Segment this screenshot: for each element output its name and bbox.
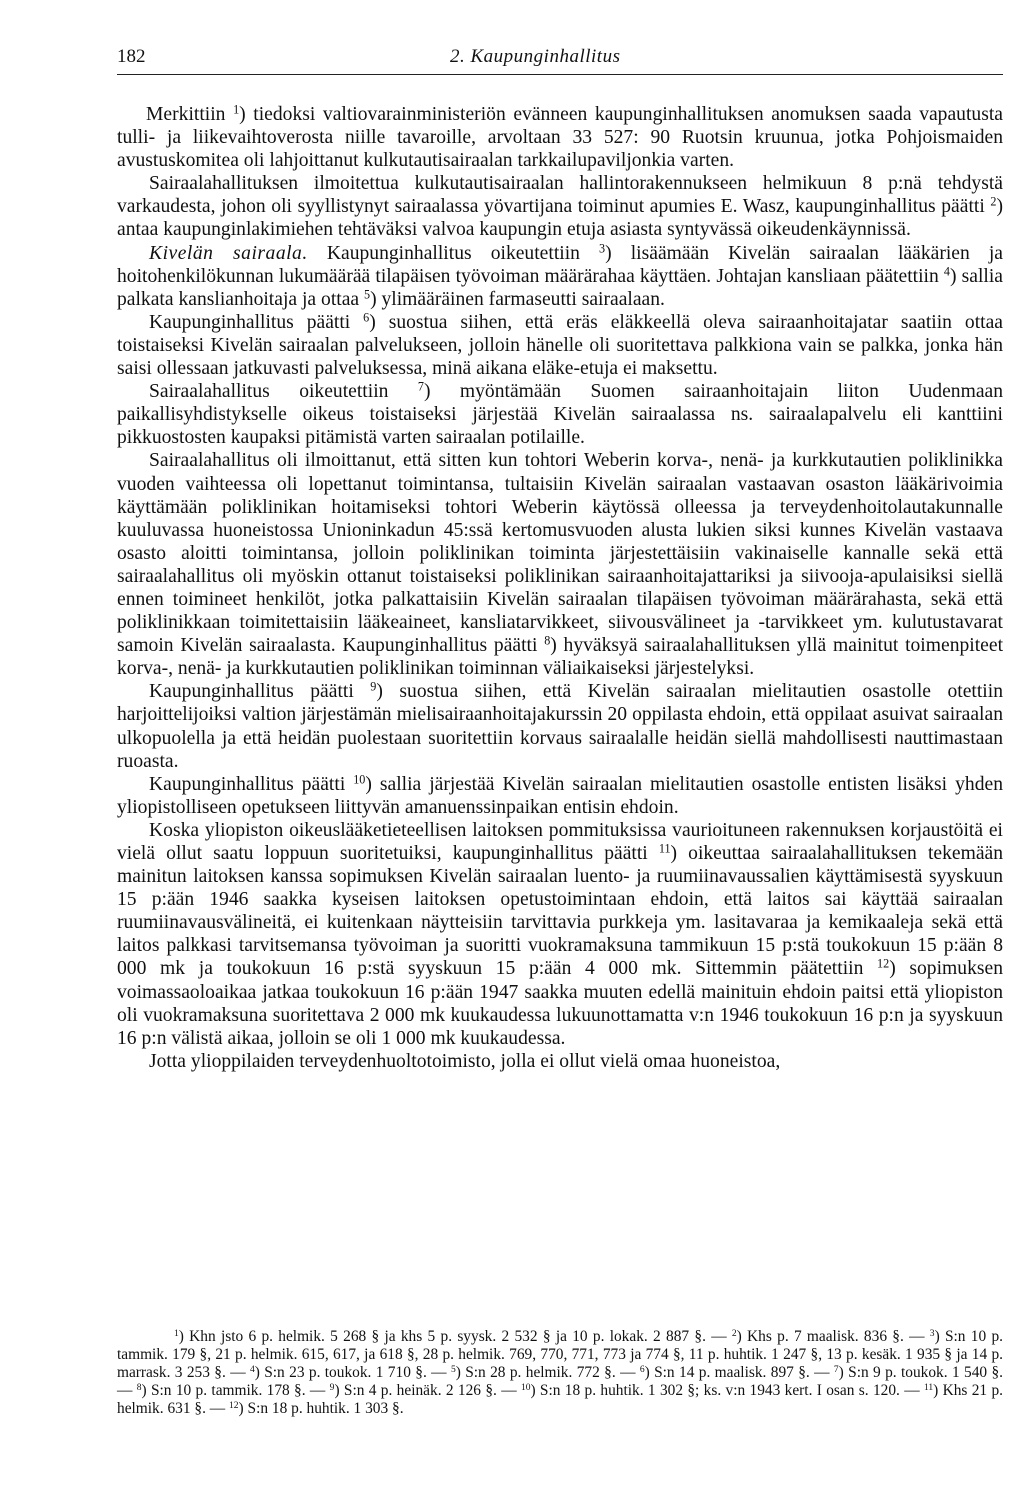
paragraph-text: Merkittiin xyxy=(146,104,234,125)
running-head: 2. Kaupunginhallitus xyxy=(450,46,621,67)
footnote-marker: 6 xyxy=(639,1363,645,1375)
section-heading: Kivelän sairaala. xyxy=(149,242,308,264)
footnote-marker: 2 xyxy=(990,194,997,209)
footnote-marker: 2 xyxy=(731,1327,737,1339)
footnote-marker: 8 xyxy=(136,1381,142,1393)
paragraph-text: ) myöntämään Suomen sairaanhoitajain liiton Uudenmaan paikallisyhdistykselle oikeus toistaiseksi järjestää Kivelän sairaalassa ns. sairaalapalvelu eli kanttiini pikkuostosten kaupaksi pitämistä varten sairaalan potilaille. xyxy=(117,381,1004,449)
body-text xyxy=(117,103,1003,1073)
paragraph-6 xyxy=(117,449,1003,680)
paragraph-5 xyxy=(117,380,1003,449)
paragraph-9 xyxy=(117,819,1003,1050)
paragraph-text: ) suostua siihen, että Kivelän sairaalan mielitautien osastolle otettiin harjoittelijoiksi valtion järjestämän mielisairaanhoitajakurssin 20 oppilasta ehdoin, että oppilaat asuivat sairaalan ulkopuolella ja että heidän puolestaan suoritettiin korvaus sairaalalle heidän siellä mahdollisesti nauttimastaan ruoasta. xyxy=(117,681,1003,772)
paragraph-text: ) ylimääräinen farmaseutti sairaalaan. xyxy=(370,288,665,310)
footnote-text: ) S:n 18 p. huhtik. 1 302 §; ks. v:n 1943 kert. I osan s. 120. — xyxy=(530,1381,924,1399)
paragraph-text: Kaupunginhallitus päätti xyxy=(149,311,364,333)
paragraph-text: ) sallia järjestää Kivelän sairaalan mielitautien osastolle entisten lisäksi yhden yliopistolliseen opetukseen liittyvän amanuenssinpaikan entisin ehdoin. xyxy=(117,773,1003,818)
paragraph-text: Sairaalahallituksen ilmoitettua kulkutautisairaalan hallintorakennukseen helmikuun 8 p:nä tehdystä varkaudesta, johon oli syyllistynyt sairaalassa yövartijana toiminut apumies E. Wasz, kaupunginhallitus päätti xyxy=(117,173,1003,218)
paragraph-text: Kaupunginhallitus päätti xyxy=(149,681,371,703)
footnote-marker: 4 xyxy=(249,1363,255,1375)
footnote-marker: 11 xyxy=(923,1381,934,1393)
footnote-marker: 5 xyxy=(450,1363,456,1375)
paragraph-3 xyxy=(117,242,1003,311)
footnote-text: ) Khs p. 7 maalisk. 836 §. — xyxy=(736,1328,930,1345)
paragraph-10 xyxy=(117,1050,1003,1073)
footnote-text: ) S:n 4 p. heinäk. 2 126 §. — xyxy=(334,1381,521,1399)
footnote-text: ) S:n 28 p. helmik. 772 §. — xyxy=(455,1363,640,1381)
footnote-text: ) S:n 10 p. tammik. 179 §, 21 p. helmik. 615, 617, ja 618 §, 28 p. helmik. 769, 770, 771, 773 ja 774 §, 11 p. huhtik. 1 247 §, 13 p. kesäk. 1 935 § ja 14 p. marrask. 3 253 §. — xyxy=(117,1328,1003,1381)
paragraph-text: ) oikeuttaa sairaalahallituksen tekemään mainitun laitoksen kanssa sopimuksen Kivelän sairaalan luento- ja ruumiinavaussalien käyttämisestä syyskuun 15 p:ään 1946 saakka kyseisen laitoksen opetustoimintaan ehdoin, että laitos sai käyttää sairaalan ruumiinavausvälineitä, ei kuitenkaan näytteisiin tarvittavia purkkeja ym. lasitavaraa ja kemikaaleja sekä että laitos palkkasi tarvitsemansa työvoiman ja suoritti vuokramaksuna tammikuun 15 p:stä toukokuun 15 p:ään 8 000 mk ja toukokuun 16 p:stä syyskuun 15 p:ään 4 000 mk. Sittemmin päätettiin xyxy=(117,843,1004,980)
paragraph-text: ) suostua siihen, että eräs eläkkeellä oleva sairaanhoitajatar saatiin ottaa toistaiseksi Kivelän sairaalan palvelukseen, jolloin hänelle oli suoritettava palkkiona vain se palkka, jonka hän saisi ollessaan jatkuvasti palveluksessa, minä aikana eläke-etuja ei maksettu. xyxy=(117,311,1003,380)
footnote-marker: 6 xyxy=(363,310,370,325)
paragraph-text: Kaupunginhallitus päätti xyxy=(149,773,354,795)
footnote-text: ) Khs 21 p. helmik. 631 §. — xyxy=(117,1381,1004,1417)
footnote-text: ) S:n 9 p. toukok. 1 540 §. — xyxy=(117,1363,1004,1399)
footnote-text: ) S:n 14 p. maalisk. 897 §. — xyxy=(644,1363,834,1381)
paragraph-text: ) tiedoksi valtiovarainministeriön evänneen kaupunginhallituksen anomuksen saada vapautusta tulli- ja liikevaihtoverosta niille tavaroille, arvoltaan 33 527: 90 Ruotsin kruunua, jotka Pohjoismaiden avustuskomitea oli lahjoittanut kulkutautisairaalan tarkkailupaviljonkia varten. xyxy=(117,104,1003,172)
footnote-text: ) S:n 10 p. tammik. 178 §. — xyxy=(141,1381,330,1399)
paragraph-text: Kaupunginhallitus oikeutettiin xyxy=(307,242,600,264)
paragraph-text: ) lisäämään Kivelän sairaalan lääkärien ja hoitohenkilökunnan lukumäärää tilapäisen työvoiman määrärahaa käyttäen. Johtajan kansliaan päätettiin xyxy=(117,242,1004,287)
paragraph-4 xyxy=(117,311,1003,380)
footnote-marker: 4 xyxy=(943,263,950,278)
footnote-marker: 1 xyxy=(233,102,240,117)
footnote-marker: 12 xyxy=(229,1399,239,1411)
footnote-marker: 11 xyxy=(658,841,671,856)
paragraph-text: Sairaalahallitus oli ilmoittanut, että sitten kun tohtori Weberin korva-, nenä- ja kurkkutautien poliklinikka vuoden vaihteessa oli lopettanut toimintansa, tultaisiin Kivelän sairaalan vastaavan osaston lääkärivoimia käyttämään poliklinikan hoitamiseksi tohtori Weberin käytössä olleessa ja terveydenhoitolautakunnalle kuuluvassa huoneistossa Unioninkadun 45:ssä kertomusvuoden alusta lukien siksi kunnes Kivelän vastaava osasto aloitti toimintansa, jolloin poliklinikan toiminta järjestettäisiin vakinaiselle kannalle sekä että sairaalahallitus oli myöskin ottanut toistaiseksi poliklinikan sairaanhoitajattariksi ja siivooja-apulaisiksi siellä ennen toimineet henkilöt, jotka palkattaisiin Kivelän sairaalan tilapäisen työvoiman määrärahasta, sekä että poliklinikkaan toimitettaisiin lääkeaineet, kansliatarvikkeet, siivousvälineet ja -tarvikkeet ym. kulutustavarat samoin Kivelän sairaalasta. Kaupunginhallitus päätti xyxy=(117,450,1003,657)
paragraph-2 xyxy=(117,172,1003,241)
footnote-block xyxy=(117,1328,1003,1418)
footnote-marker: 9 xyxy=(370,679,377,694)
paragraph-text: ) sopimuksen voimassaoloaikaa jatkaa toukokuun 16 p:ään 1947 saakka muuten edellä mainituin ehdoin paitsi että yliopiston oli vuokramaksuna suoritettava 2 000 mk kuukaudessa lukuunottamatta v:n 1946 toukokuun 16 p:n ja syyskuun 16 p:n välistä aikaa, jolloin se oli 1 000 mk kuukaudessa. xyxy=(117,958,1003,1049)
footnote-text: ) S:n 18 p. huhtik. 1 303 §. xyxy=(238,1399,404,1417)
footnote-text: ) S:n 23 p. toukok. 1 710 §. — xyxy=(254,1363,451,1381)
page-content xyxy=(117,44,1003,1073)
footnote-text: ) Khn jsto 6 p. helmik. 5 268 § ja khs 5 p. syysk. 2 532 § ja 10 p. lokak. 2 887 §. — xyxy=(178,1328,732,1345)
footnote-marker: 3 xyxy=(929,1327,935,1339)
footnote-marker: 5 xyxy=(364,287,371,302)
footnote-marker: 3 xyxy=(599,240,606,255)
paragraph-text: Koska yliopiston oikeuslääketieteellisen laitoksen pommituksissa vaurioituneen rakennuksen korjaustöitä ei vielä ollut saatu loppuun suoritetuiksi, kaupunginhallitus päätti xyxy=(117,819,1003,864)
paragraph-text: ) sallia palkata kanslianhoitaja ja ottaa xyxy=(117,265,1003,310)
page-header xyxy=(117,44,1003,75)
footnote-marker: 10 xyxy=(353,772,366,787)
paragraph-text: Jotta ylioppilaiden terveydenhuoltotoimisto, jolla ei ollut vielä omaa huoneistoa, xyxy=(149,1050,781,1072)
footnote-marker: 9 xyxy=(329,1381,335,1393)
page-number: 182 xyxy=(117,46,146,67)
paragraph-7 xyxy=(117,680,1003,772)
footnote-marker: 10 xyxy=(520,1381,531,1393)
footnote-marker: 8 xyxy=(544,633,551,648)
footnotes xyxy=(117,1328,1003,1418)
paragraph-text: Sairaalahallitus oikeutettiin xyxy=(149,381,418,403)
paragraph-1 xyxy=(117,103,1003,172)
footnote-marker: 1 xyxy=(174,1327,179,1339)
footnote-marker: 7 xyxy=(417,379,424,394)
paragraph-8 xyxy=(117,773,1003,819)
footnote-marker: 12 xyxy=(877,956,890,971)
paragraph-text: ) antaa kaupunginlakimiehen tehtäväksi valvoa kaupungin etuja asiasta syntyvässä oikeudenkäynnissä. xyxy=(117,196,1003,241)
footnote-marker: 7 xyxy=(833,1363,839,1375)
paragraph-text: ) hyväksyä sairaalahallituksen yllä mainitut toimenpiteet korva-, nenä- ja kurkkutautien poliklinikan toiminnan väliaikaiseksi järjestelyksi. xyxy=(117,635,1004,680)
